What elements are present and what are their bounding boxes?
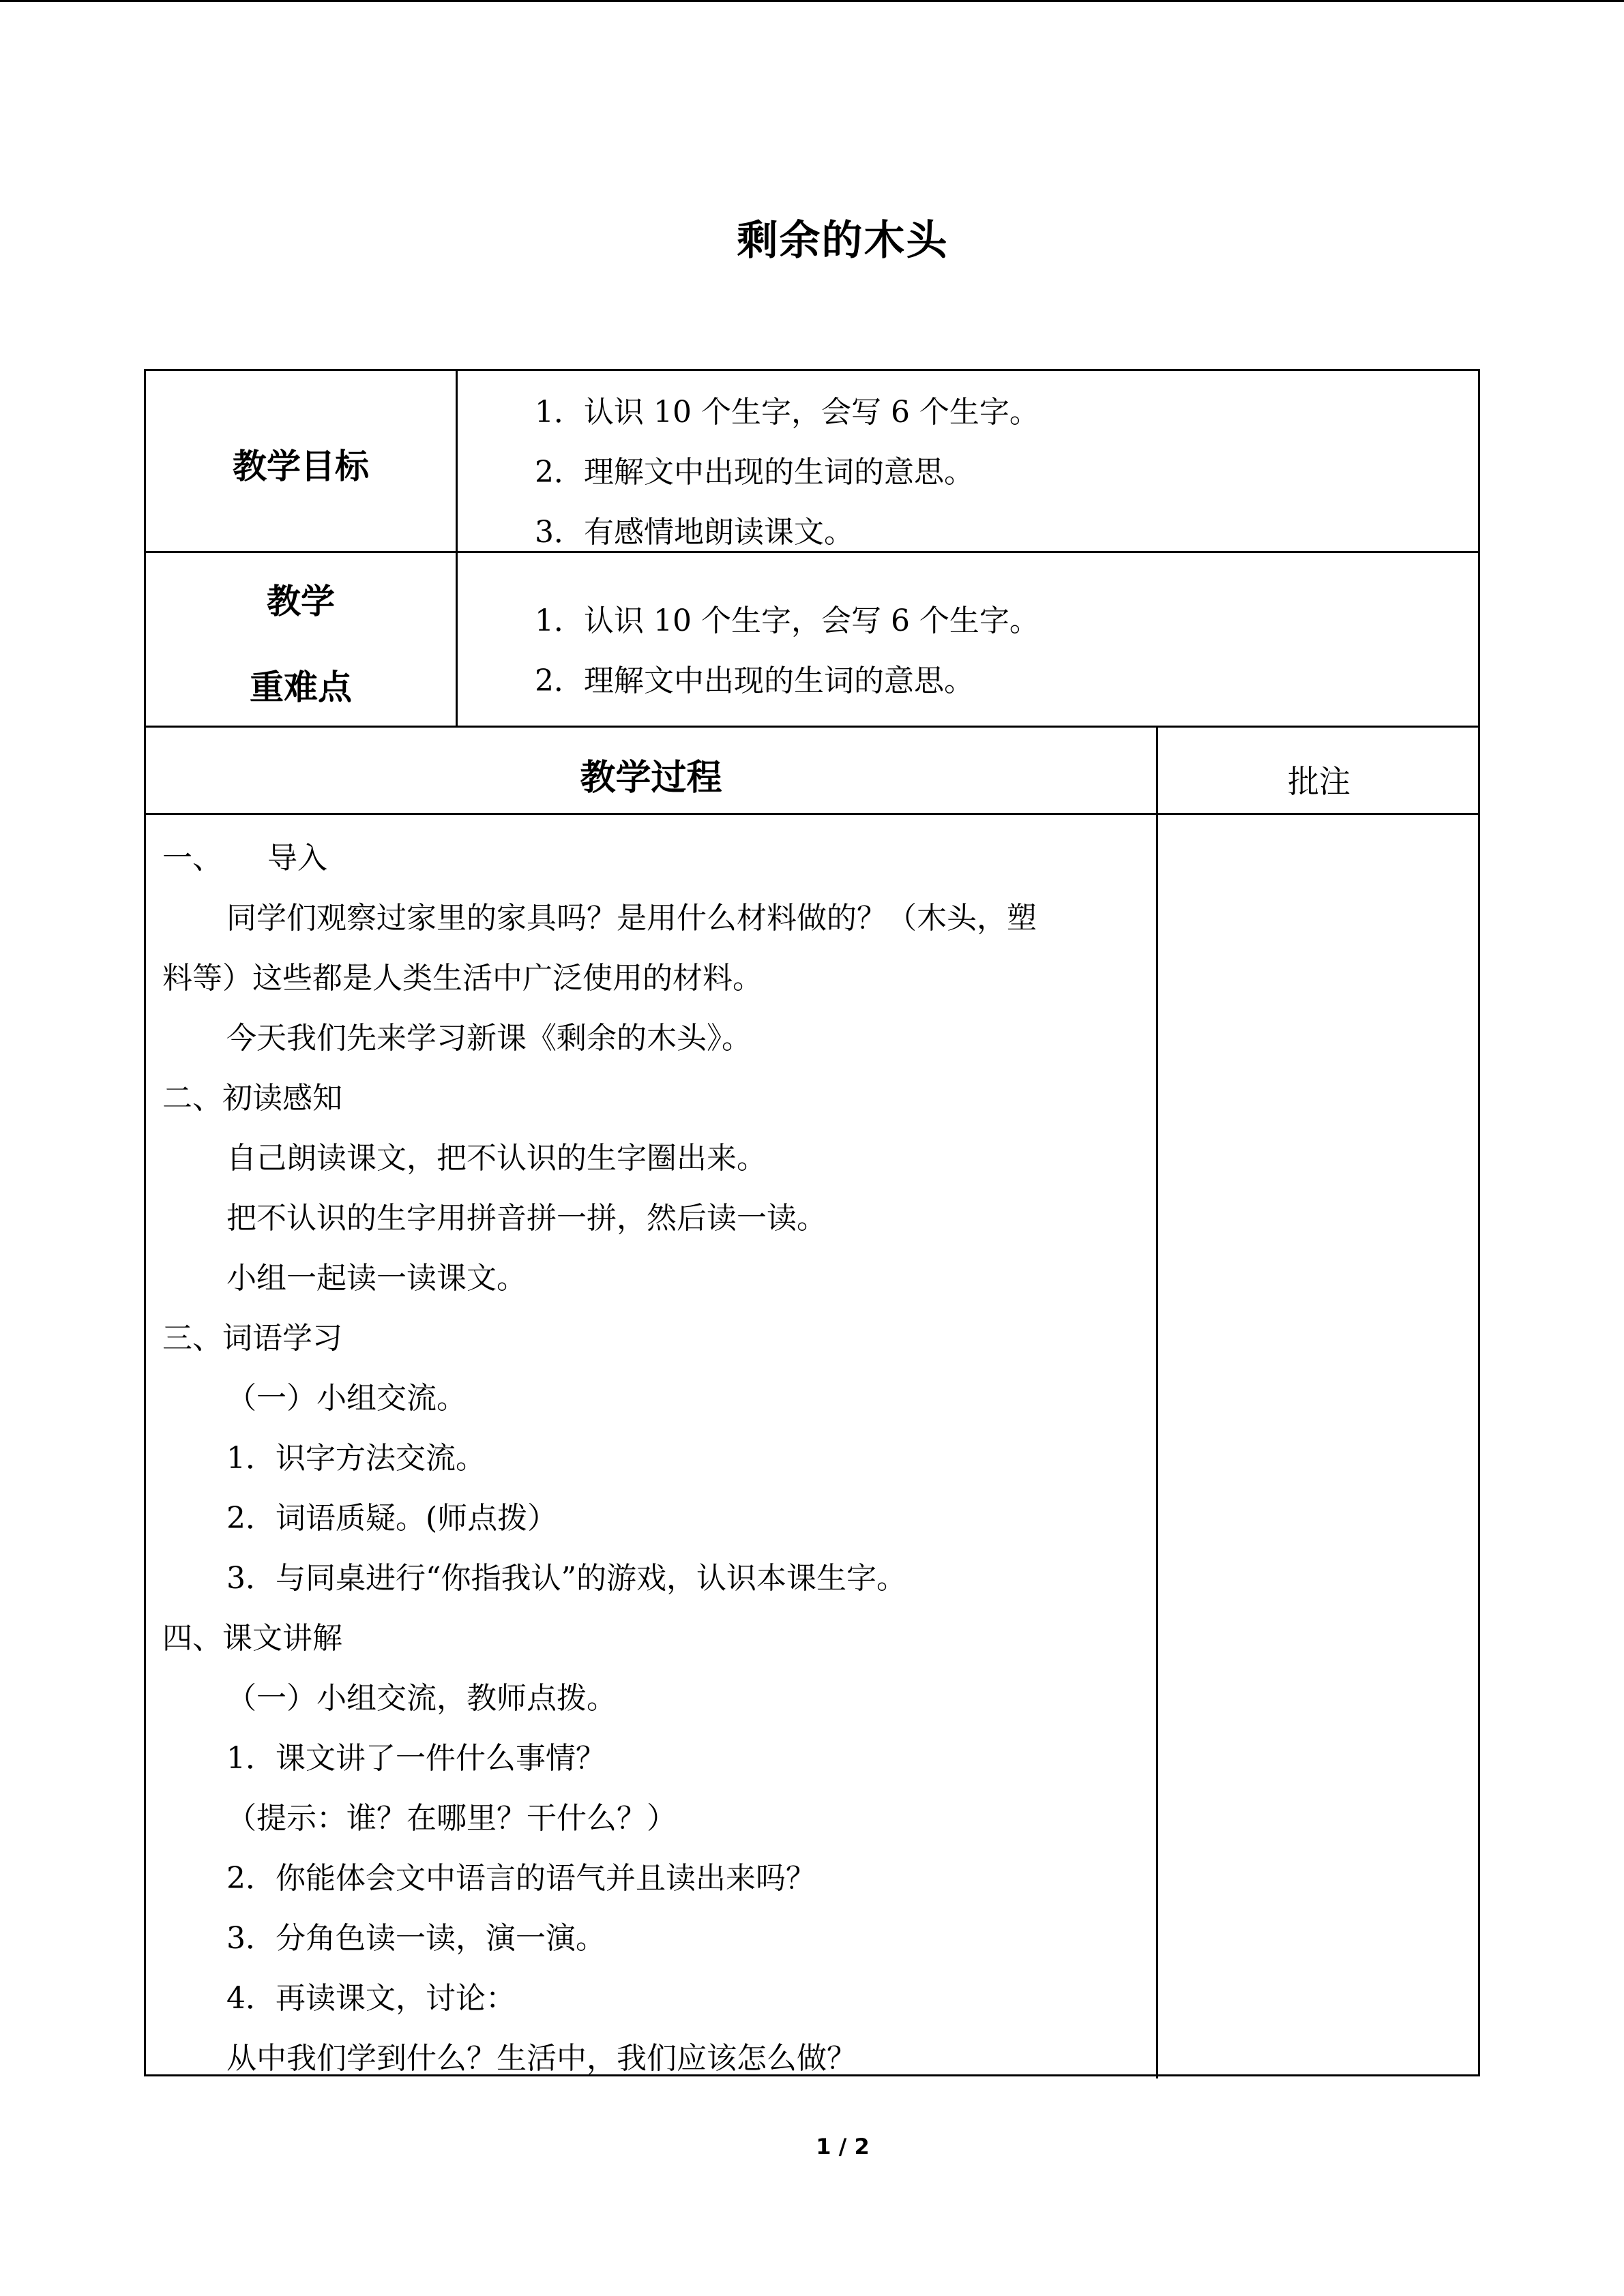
page-number: 1 / 2 bbox=[816, 2134, 870, 2160]
page-title: 剩余的木头 bbox=[737, 217, 949, 265]
process-title: 教学过程 bbox=[580, 758, 722, 799]
row-divider-2 bbox=[146, 726, 1478, 728]
row-divider-1 bbox=[146, 551, 1478, 553]
process-line: 小组一起读一读课文。 bbox=[226, 1261, 527, 1296]
process-line: （一）小组交流。 bbox=[226, 1381, 467, 1416]
objective-item: 2．理解文中出现的生词的意思。 bbox=[535, 455, 974, 490]
process-line: 同学们观察过家里的家具吗？是用什么材料做的？（木头，塑 bbox=[226, 901, 1037, 936]
process-line: 从中我们学到什么？生活中，我们应该怎么做？ bbox=[226, 2041, 857, 2076]
key-point-item: 2．理解文中出现的生词的意思。 bbox=[535, 664, 974, 698]
process-line: 今天我们先来学习新课《剩余的木头》。 bbox=[226, 1021, 752, 1056]
page-top-border bbox=[0, 0, 1624, 2]
process-line: 自己朗读课文，把不认识的生字圈出来。 bbox=[226, 1141, 767, 1176]
notes-column-divider bbox=[1156, 726, 1158, 2078]
process-heading: 二、初读感知 bbox=[162, 1081, 342, 1116]
process-heading: 三、词语学习 bbox=[162, 1321, 342, 1356]
key-point-item: 1．认识 10 个生字，会写 6 个生字。 bbox=[535, 603, 1039, 638]
process-line: （提示：谁？在哪里？干什么？） bbox=[226, 1801, 677, 1836]
notes-title: 批注 bbox=[1288, 763, 1350, 800]
process-line: 4．再读课文，讨论： bbox=[226, 1981, 516, 2016]
process-heading: 一、 导入 bbox=[162, 841, 327, 876]
objective-item: 1．认识 10 个生字，会写 6 个生字。 bbox=[535, 395, 1039, 430]
key-points-label-line1: 教学 bbox=[267, 582, 335, 621]
lesson-plan-table bbox=[144, 369, 1480, 2076]
process-line: 料等）这些都是人类生活中广泛使用的材料。 bbox=[162, 961, 763, 996]
process-heading: 四、课文讲解 bbox=[162, 1621, 342, 1656]
objective-item: 3．有感情地朗读课文。 bbox=[535, 515, 854, 550]
process-line: 2．词语质疑。(师点拨） bbox=[226, 1501, 558, 1536]
objectives-label: 教学目标 bbox=[233, 447, 369, 486]
process-line: 3．分角色读一读，演一演。 bbox=[226, 1921, 606, 1956]
process-line: 3．与同桌进行“你指我认”的游戏，认识本课生字。 bbox=[226, 1561, 906, 1596]
row-divider-3 bbox=[146, 813, 1478, 815]
process-line: （一）小组交流，教师点拨。 bbox=[226, 1681, 617, 1716]
label-column-divider bbox=[456, 371, 458, 728]
process-line: 把不认识的生字用拼音拼一拼，然后读一读。 bbox=[226, 1201, 827, 1236]
process-line: 1．课文讲了一件什么事情？ bbox=[226, 1741, 606, 1776]
process-line: 2．你能体会文中语言的语气并且读出来吗？ bbox=[226, 1861, 816, 1896]
process-line: 1．识字方法交流。 bbox=[226, 1441, 486, 1476]
key-points-label-line2: 重难点 bbox=[250, 668, 352, 707]
